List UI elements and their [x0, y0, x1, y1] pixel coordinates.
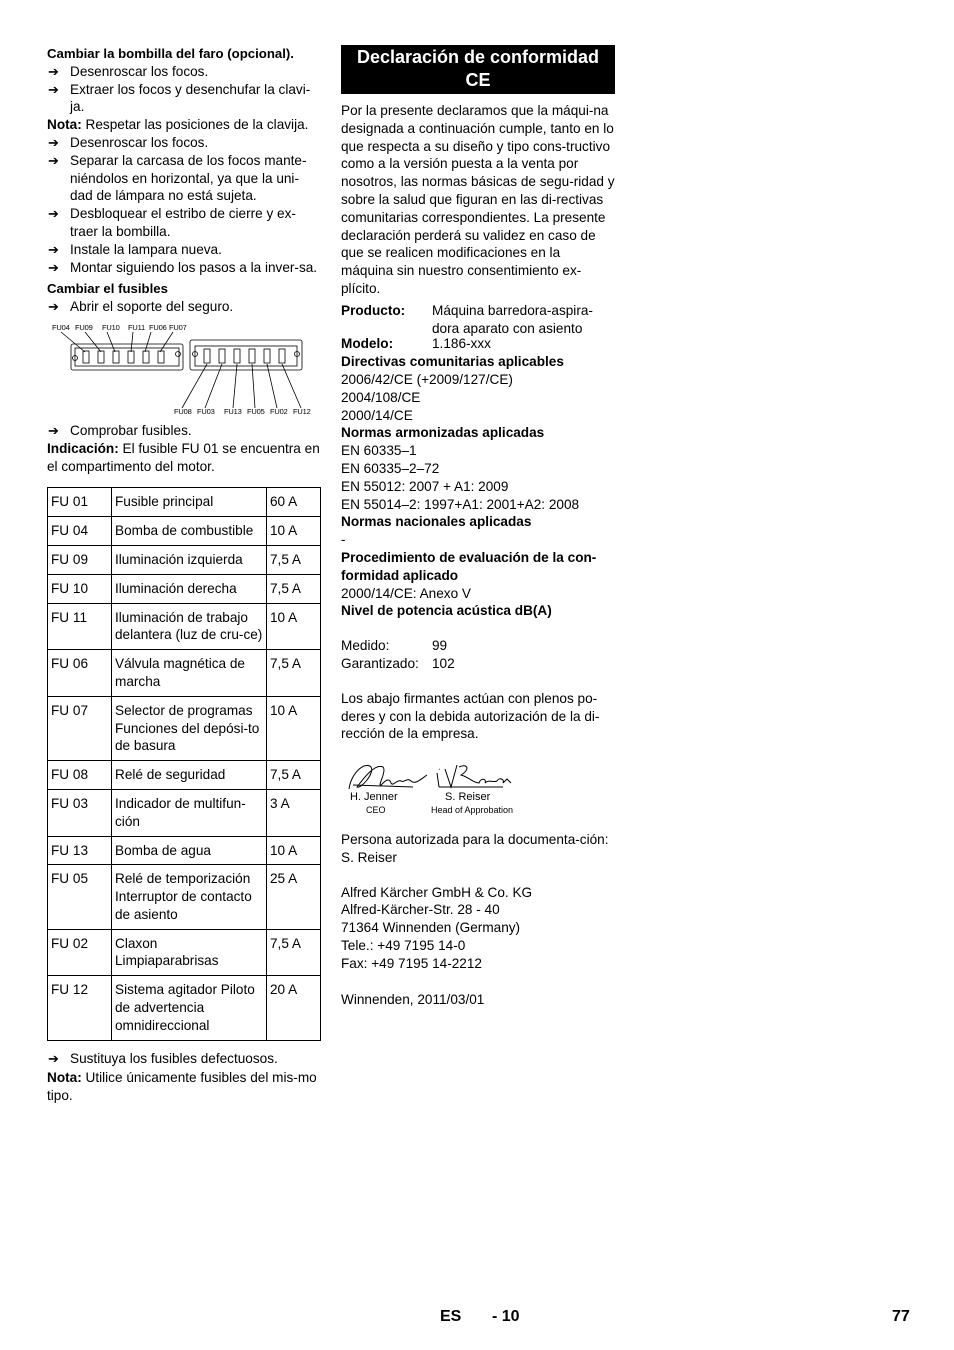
fuse-box-diagram	[47, 324, 321, 416]
fuse-description-cell: Bomba de agua	[112, 836, 267, 865]
signer1-role: CEO	[366, 805, 386, 816]
arrow-right-icon: ➔	[48, 422, 59, 438]
fuse-rating-cell: 10 A	[267, 696, 321, 760]
table-row	[48, 488, 321, 517]
fuse-id-cell: FU 11	[48, 603, 112, 650]
fuse-label: FU04	[52, 322, 70, 332]
fuse-label: FU06	[149, 322, 167, 332]
authorized-name: S. Reiser	[341, 849, 397, 865]
fuse-description-cell: Iluminación izquierda	[112, 545, 267, 574]
fuse-id-cell: FU 08	[48, 761, 112, 790]
bulb-step: ➔ Desbloquear el estribo de cierre y ex-traer la bombilla.	[48, 206, 296, 239]
fuse-description-cell: Bomba de combustible	[112, 517, 267, 546]
fuse-label: FU11	[128, 322, 145, 332]
arrow-right-icon: ➔	[48, 134, 59, 150]
left-column	[47, 45, 321, 1105]
fuse-label: FU08	[174, 406, 192, 416]
directive-item: 2000/14/CE	[341, 407, 413, 423]
sound-heading: Nivel de potencia acústica dB(A)	[341, 603, 552, 619]
table-row	[48, 761, 321, 790]
bulb-step: ➔ Desenroscar los focos.	[48, 134, 209, 150]
fuse-id-cell: FU 04	[48, 517, 112, 546]
signer2-name: S. Reiser	[445, 791, 491, 804]
authorized-text: Persona autorizada para la documenta-ción:	[341, 832, 609, 848]
fuse-label: FU10	[102, 322, 120, 332]
right-column	[341, 45, 615, 1008]
arrow-right-icon: ➔	[48, 299, 59, 315]
fuse-label: FU12	[293, 406, 311, 416]
arrow-right-icon: ➔	[48, 241, 59, 257]
fuse-rating-cell: 10 A	[267, 603, 321, 650]
fuse-id-cell: FU 07	[48, 696, 112, 760]
footer-section-page: - 10	[492, 1308, 520, 1325]
footer-language: ES	[440, 1308, 462, 1325]
fuse-id-cell: FU 02	[48, 929, 112, 976]
signature-block	[341, 753, 615, 823]
table-row	[48, 574, 321, 603]
fuse-description-cell: Relé de seguridad	[112, 761, 267, 790]
fuse-rating-cell: 60 A	[267, 488, 321, 517]
national-value: -	[341, 532, 346, 548]
note-1: Nota: Respetar las posiciones de la clavija.	[47, 117, 309, 133]
arrow-right-icon: ➔	[48, 259, 59, 275]
declaration-intro: Por la presente declaramos que la máqui-na designada a continuación cumple, tanto en lo que respecta a su diseño y tipo cons-tructivo como a la versión puesta a la venta por nosotros, las normas básicas de segu-ridad y sobre la salud que figuran en las di-rectivas comunitarias correspondientes. La presente declaración perderá su validez en caso de que se realicen modificaciones en la máquina sin nuestro consentimiento ex-plícito.	[341, 103, 615, 296]
fuse-rating-cell: 25 A	[267, 865, 321, 929]
fuse-label: FU09	[75, 322, 93, 332]
note-2: Nota: Utilice únicamente fusibles del mis-mo tipo.	[47, 1070, 317, 1104]
fuse-description-cell: Selector de programas Funciones del depósi-to de basura	[112, 696, 267, 760]
fuse-rating-cell: 7,5 A	[267, 761, 321, 790]
fuse-id-cell: FU 10	[48, 574, 112, 603]
fuse-description-cell: Válvula magnética de marcha	[112, 650, 267, 697]
fuse-id-cell: FU 06	[48, 650, 112, 697]
fuse-label: FU02	[270, 406, 288, 416]
fuse-id-cell: FU 01	[48, 488, 112, 517]
bulb-step: ➔ Montar siguiendo los pasos a la inver-sa.	[48, 259, 318, 275]
fuse-description-cell: Sistema agitador Piloto de advertencia omnidireccional	[112, 976, 267, 1040]
fuse-rating-cell: 10 A	[267, 517, 321, 546]
fuse-step: ➔ Abrir el soporte del seguro.	[48, 299, 234, 315]
directive-item: 2006/42/CE (+2009/127/CE)	[341, 371, 513, 387]
place-date: Winnenden, 2011/03/01	[341, 991, 485, 1007]
table-row	[48, 865, 321, 929]
measured-row: Medido: 99	[341, 638, 448, 654]
address-line: Tele.: +49 7195 14-0	[341, 938, 466, 954]
table-row	[48, 836, 321, 865]
fuse-description-cell: Fusible principal	[112, 488, 267, 517]
standard-item: EN 55014–2: 1997+A1: 2001+A2: 2008	[341, 496, 580, 512]
model-row: Modelo: 1.186-xxx	[341, 336, 491, 352]
signers-text: Los abajo firmantes actúan con plenos po-deres y con la debida autorización de la di-rección de la empresa.	[341, 690, 600, 742]
fuse-id-cell: FU 05	[48, 865, 112, 929]
arrow-right-icon: ➔	[48, 206, 59, 222]
fuse-id-cell: FU 03	[48, 789, 112, 836]
footer-page-number: 77	[892, 1308, 910, 1325]
fuse-rating-cell: 7,5 A	[267, 650, 321, 697]
section-banner: Declaración de conformidad CE	[341, 45, 615, 94]
directive-item: 2004/108/CE	[341, 389, 421, 405]
arrow-right-icon: ➔	[48, 81, 59, 97]
directives-heading: Directivas comunitarias aplicables	[341, 354, 564, 370]
procedure-value: 2000/14/CE: Anexo V	[341, 585, 471, 601]
indication-note: Indicación: El fusible FU 01 se encuentra en el compartimento del motor.	[47, 440, 320, 474]
table-row	[48, 545, 321, 574]
arrow-right-icon: ➔	[48, 63, 59, 79]
fuse-rating-cell: 10 A	[267, 836, 321, 865]
standard-item: EN 55012: 2007 + A1: 2009	[341, 478, 509, 494]
fuse-table	[47, 487, 321, 1040]
standards-heading: Normas armonizadas aplicadas	[341, 425, 545, 441]
bulb-step: ➔ Extraer los focos y desenchufar la clavi-ja.	[48, 81, 311, 115]
table-row	[48, 976, 321, 1040]
fuse-id-cell: FU 12	[48, 976, 112, 1040]
fuse-heading: Cambiar el fusibles	[47, 281, 168, 297]
fuse-label: FU05	[247, 406, 265, 416]
table-row	[48, 603, 321, 650]
address-line: Alfred-Kärcher-Str. 28 - 40	[341, 902, 500, 918]
fuse-step: ➔ Sustituya los fusibles defectuosos.	[48, 1050, 278, 1066]
fuse-description-cell: Claxon Limpiaparabrisas	[112, 929, 267, 976]
bulb-step: ➔ Instale la lampara nueva.	[48, 241, 222, 257]
fuse-label: FU07	[169, 322, 187, 332]
fuse-description-cell: Relé de temporización Interruptor de contacto de asiento	[112, 865, 267, 929]
fuse-rating-cell: 20 A	[267, 976, 321, 1040]
table-row	[48, 517, 321, 546]
fuse-id-cell: FU 09	[48, 545, 112, 574]
fuse-label: FU13	[224, 406, 242, 416]
fuse-box-drawing	[47, 324, 321, 416]
table-row	[48, 789, 321, 836]
fuse-label: FU03	[197, 406, 215, 416]
table-row	[48, 929, 321, 976]
fuse-description-cell: Indicador de multifun-ción	[112, 789, 267, 836]
national-heading: Normas nacionales aplicadas	[341, 514, 532, 530]
fuse-description-cell: Iluminación derecha	[112, 574, 267, 603]
fuse-rating-cell: 7,5 A	[267, 545, 321, 574]
standard-item: EN 60335–2–72	[341, 460, 440, 476]
bulb-step: ➔ Separar la carcasa de los focos mante-niéndolos en horizontal, ya que la uni-dad de lámpara no está sujeta.	[48, 152, 307, 204]
bulb-step: ➔ Desenroscar los focos.	[48, 63, 209, 79]
fuse-rating-cell: 7,5 A	[267, 929, 321, 976]
fuse-description-cell: Iluminación de trabajo delantera (luz de cru-ce)	[112, 603, 267, 650]
procedure-heading: Procedimiento de evaluación de la con-formidad aplicado	[341, 549, 597, 583]
fuse-step: ➔ Comprobar fusibles.	[48, 422, 192, 438]
fuse-id-cell: FU 13	[48, 836, 112, 865]
address-line: Fax: +49 7195 14-2212	[341, 955, 482, 971]
table-row	[48, 696, 321, 760]
guaranteed-row: Garantizado: 102	[341, 655, 455, 671]
address-line: 71364 Winnenden (Germany)	[341, 920, 521, 936]
signer1-name: H. Jenner	[350, 791, 398, 804]
arrow-right-icon: ➔	[48, 152, 59, 168]
bulb-heading: Cambiar la bombilla del faro (opcional).	[47, 46, 294, 61]
standard-item: EN 60335–1	[341, 443, 417, 459]
fuse-rating-cell: 7,5 A	[267, 574, 321, 603]
product-row: Producto: Máquina barredora-aspira-dora aparato con asiento	[341, 302, 593, 336]
arrow-right-icon: ➔	[48, 1050, 59, 1066]
address-line: Alfred Kärcher GmbH & Co. KG	[341, 884, 533, 900]
table-row	[48, 650, 321, 697]
fuse-rating-cell: 3 A	[267, 789, 321, 836]
signer2-role: Head of Approbation	[431, 805, 514, 816]
